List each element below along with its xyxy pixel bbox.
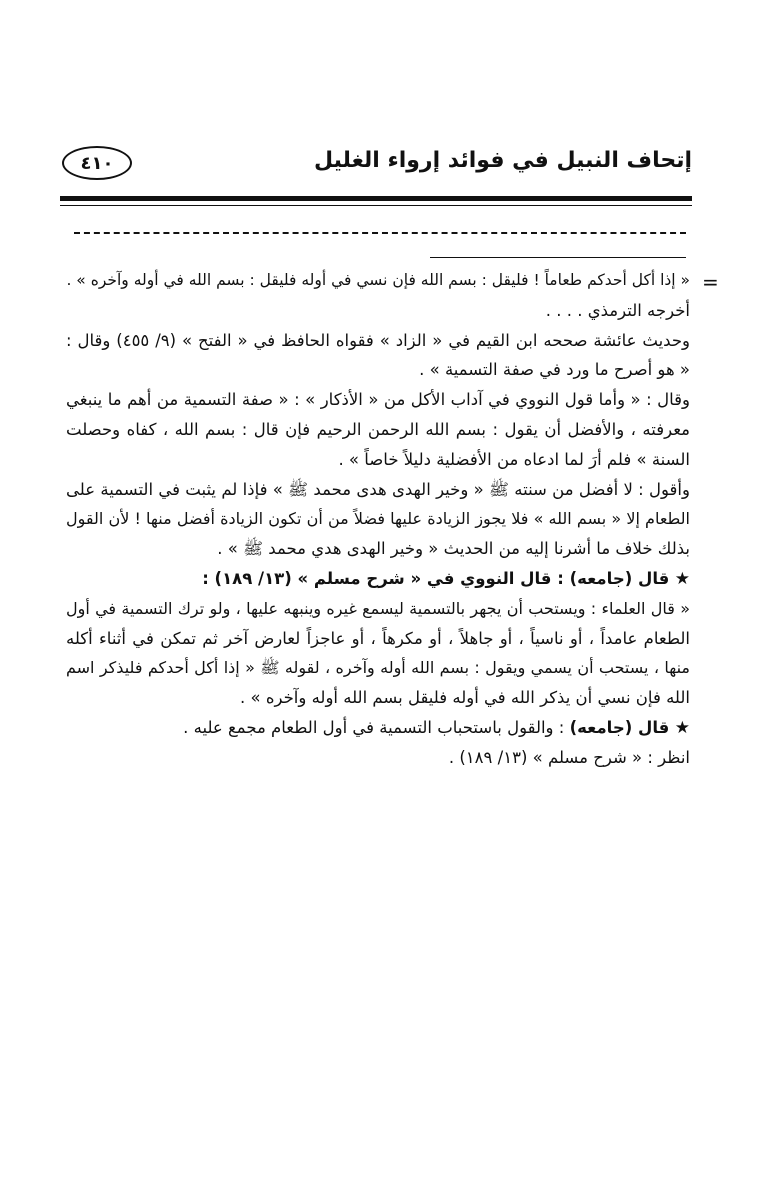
star-icon: ★	[669, 568, 690, 589]
text-line: وأقول : لا أفضل من سنته ﷺ « وخير الهدى هدى محمد ﷺ » فإذا لم يثبت في التسمية على	[66, 479, 690, 499]
page-header	[60, 146, 692, 186]
text-line	[66, 713, 690, 743]
dashed-separator	[74, 232, 686, 234]
footnote-body	[66, 266, 690, 773]
text-line: انظر : « شرح مسلم » (١٣/ ١٨٩) .	[448, 747, 690, 767]
text-line: معرفته ، والأفضل أن يقول : بسم الله الرحمن الرحيم فإن قال : بسم الله ، كفاه وحصلت	[66, 419, 690, 439]
line-text: : والقول باستحباب التسمية في أول الطعام مجمع عليه .	[183, 717, 570, 737]
text-line: منها ، يستحب أن يسمي ويقول : بسم الله أوله وآخره ، لقوله ﷺ « إذا أكل أحدكم فليذكر اسم	[66, 658, 690, 678]
text-line: وحديث عائشة صححه ابن القيم في « الزاد » فقواه الحافظ في « الفتح » (٩/ ٤٥٥) وقال :	[66, 330, 690, 350]
continuation-mark: =	[702, 270, 719, 294]
text-line: « هو أصرح ما ورد في صفة التسمية » .	[419, 360, 690, 380]
footnote-rule	[430, 257, 686, 258]
line-lead: قال (جامعه)	[569, 717, 670, 737]
header-rule-thick	[60, 196, 692, 201]
header-rule-thin	[60, 205, 692, 206]
text-line: الطعام إلا « بسم الله » فلا يجوز الزيادة عليها فضلاً من أن تكون الزيادة أفضل منها ! لأن القول	[66, 509, 690, 529]
page-number: ٤١٠	[62, 146, 132, 180]
text-line: وقال : « وأما قول النووي في آداب الأكل من « الأذكار » : « صفة التسمية من أهم ما ينبغي	[66, 390, 690, 410]
text-line: « إذا أكل أحدكم طعاماً ! فليقل : بسم الله فإن نسي في أوله فليقل : بسم الله في أوله وآخره » .	[66, 271, 690, 289]
text-line: السنة » فلم أرَ لما ادعاه من الأفضلية دليلاً خاصاً » .	[338, 449, 690, 469]
book-title: إتحاف النبيل في فوائد إرواء الغليل	[313, 148, 692, 173]
text-line	[66, 564, 690, 594]
star-icon: ★	[669, 717, 690, 738]
text-line: بذلك خلاف ما أشرنا إليه من الحديث « وخير الهدى هدي محمد ﷺ » .	[217, 539, 690, 559]
text-line: الطعام عامداً ، أو ناسياً ، أو جاهلاً ، أو مكرهاً ، أو عاجزاً لعارض آخر ثم تمكن في أثناء أكله	[66, 628, 690, 648]
text-line: « قال العلماء : ويستحب أن يجهر بالتسمية ليسمع غيره وينبهه عليها ، ولو ترك التسمية في أول	[66, 598, 690, 618]
text-line: الله فإن نسي أن يذكر الله في أوله فليقل بسم الله أوله وآخره » .	[240, 688, 690, 708]
line-lead: قال (جامعه) : قال النووي في « شرح مسلم » (١٣/ ١٨٩) :	[202, 568, 670, 588]
text-line: أخرجه الترمذي . . . .	[545, 300, 690, 320]
